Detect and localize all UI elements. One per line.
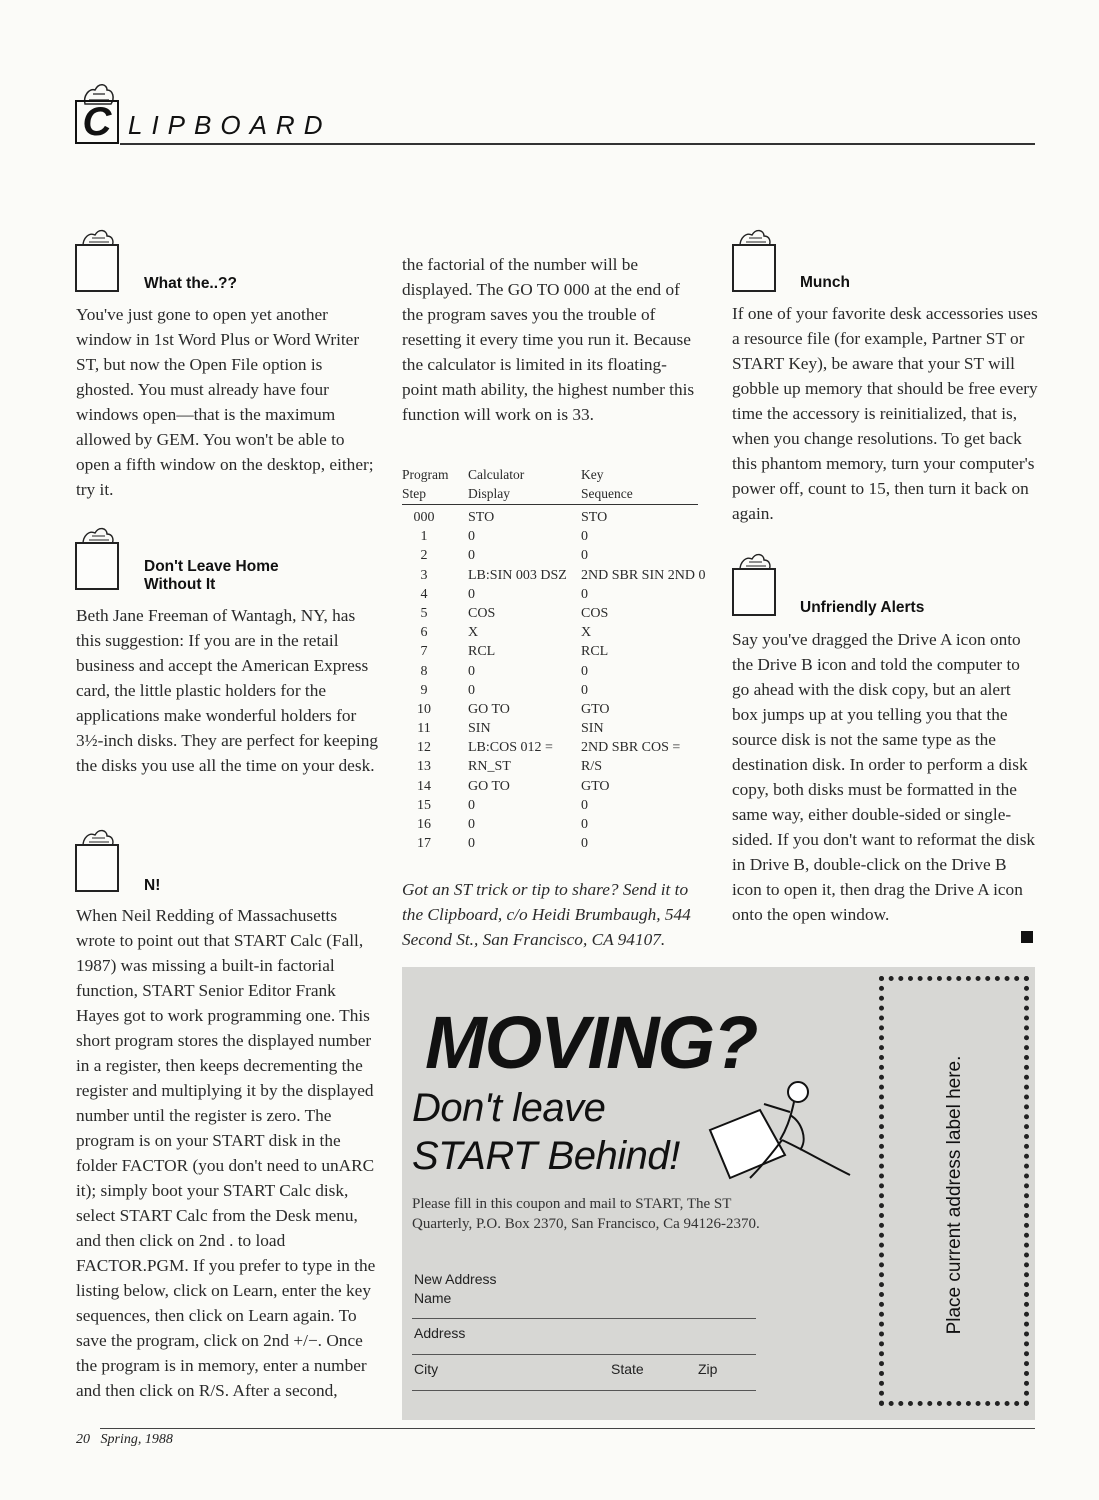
heading-dont-leave-home: Don't Leave Home Without It: [144, 558, 279, 593]
table-row: [402, 700, 698, 719]
body-factorial-intro: the factorial of the number will be displayed. The GO TO 000 at the end of the program saves you the trouble of resetting it every time you run it. Because the calculator is limited in its floating-point math ability, the highest number this function will work on is 33.: [402, 255, 695, 424]
issue-date: Spring, 1988: [100, 1432, 173, 1447]
page-footer: [76, 1432, 173, 1448]
table-rule: [402, 504, 698, 505]
table-cell-sequence: 0: [581, 586, 588, 602]
table-cell-sequence: 0: [581, 817, 588, 832]
table-body: [402, 508, 706, 853]
table-row: [402, 834, 698, 853]
table-row: [402, 508, 698, 527]
table-cell-step: 6: [420, 625, 428, 641]
table-cell-display: X: [468, 625, 479, 641]
clipboard-icon: [732, 552, 776, 618]
table-cell-display: GO TO: [468, 701, 510, 717]
table-row: [402, 681, 698, 700]
table-row: [402, 815, 698, 834]
table-row: [402, 738, 698, 757]
coupon-instructions: Please fill in this coupon and mail to START, The ST Quarterly, P.O. Box 2370, San Francisco, Ca 94126-2370.: [412, 1196, 760, 1232]
city-state-zip-field[interactable]: [412, 1390, 756, 1391]
table-cell-display: SIN: [468, 721, 491, 737]
table-cell-step: 5: [420, 605, 428, 621]
table-cell-display: LB:COS 012 =: [468, 740, 553, 756]
table-cell-sequence: 2ND SBR COS =: [581, 740, 681, 756]
table-cell-display: 0: [468, 682, 475, 698]
table-cell-step: 2: [420, 548, 428, 564]
end-mark: [1021, 931, 1033, 943]
coupon-subhead-2: START Behind!: [412, 1134, 680, 1178]
page-title: LIPBOARD: [128, 110, 332, 140]
label-name: Name: [414, 1290, 452, 1306]
body-what-the: You've just gone to open yet another window in 1st Word Plus or Word Writer ST, but now the Open File option is ghosted. You must already have four windows open—that is the maximum allowed by GEM. You won't be able to open a fifth window on the desktop, either; try it.: [76, 305, 374, 499]
table-cell-sequence: COS: [581, 605, 609, 621]
table-row: [402, 585, 698, 604]
table-cell-step: 000: [413, 510, 435, 525]
table-cell-sequence: GTO: [581, 701, 610, 717]
heading-unfriendly-alerts: Unfriendly Alerts: [800, 599, 925, 616]
table-row: [402, 527, 698, 546]
table-row: [402, 719, 698, 738]
table-cell-sequence: 0: [581, 663, 588, 679]
coupon-headline: MOVING?: [425, 1001, 757, 1084]
table-cell-display: 0: [468, 529, 475, 545]
coupon-subhead-1: Don't leave: [412, 1086, 606, 1130]
clipboard-icon: [75, 526, 119, 592]
table-cell-sequence: 0: [581, 529, 588, 545]
table-cell-sequence: 0: [581, 797, 588, 813]
table-cell-step: 11: [417, 721, 431, 737]
table-cell-display: COS: [468, 605, 496, 621]
body-n: When Neil Redding of Massachusetts wrote to point out that START Calc (Fall, 1987) was missing a built-in factorial function, START Senior Editor Frank Hayes got to work programming one. This short program stores the displayed number in a register, then keeps decrementing the register and multiplying it by the displayed number until the register is zero. The program is on your START disk in the folder FACTOR (you don't need to unARC it); simply boot your START Calc disk, select START Calc from the Desk menu, and then click on 2nd . to load FACTOR.PGM. If you prefer to type in the listing below, click on Learn, enter the key sequences, then click on Learn again. To save the program, click on 2nd +/−. Once the program is in memory, enter a number and then click on R/S. After a second,: [76, 906, 376, 1400]
clipboard-icon: [75, 228, 119, 294]
header-rule: [120, 143, 1035, 145]
table-cell-step: 3: [420, 567, 428, 583]
table-cell-step: 8: [420, 663, 428, 679]
label-state: State: [611, 1361, 644, 1377]
table-cell-sequence: 0: [581, 548, 588, 564]
table-row: [402, 757, 698, 776]
table-row: [402, 642, 698, 661]
label-new-address: New Address: [414, 1271, 497, 1287]
table-cell-sequence: 0: [581, 682, 588, 698]
table-row: [402, 662, 698, 681]
heading-n: N!: [144, 877, 161, 894]
moving-man-illustration: [690, 1060, 860, 1190]
body-unfriendly-alerts: Say you've dragged the Drive A icon onto the Drive B icon and told the computer to go ahead with the disk copy, but an alert box jumps up at you telling you that the source disk is not the same type as the destination disk. In order to perform a disk copy, both disks must be formatted in the same way, either double-sided or single-sided. If you don't want to reformat the disk in Drive B, double-click on the Drive B icon to open it, then drag the Drive A icon onto the open window.: [732, 630, 1036, 924]
table-row: [402, 623, 698, 642]
address-field[interactable]: [412, 1354, 756, 1355]
table-cell-sequence: 0: [581, 836, 588, 852]
table-cell-sequence: X: [581, 625, 592, 641]
header-initial: C: [75, 100, 119, 144]
table-cell-step: 9: [420, 682, 428, 698]
table-row: [402, 566, 706, 585]
address-label-instructions: Place current address label here.: [944, 1055, 965, 1335]
table-cell-display: 0: [468, 663, 475, 679]
body-dont-leave-home: Beth Jane Freeman of Wantagh, NY, has this suggestion: If you are in the retail business and accept the American Express card, the little plastic holders for the applications make wonderful holders for 3½-inch disks. They are perfect for keeping the disks you use all the time on your desk.: [76, 606, 378, 775]
table-cell-display: STO: [468, 510, 495, 525]
table-cell-display: LB:SIN 003 DSZ: [468, 567, 567, 583]
table-cell-sequence: 2ND SBR SIN 2ND 0: [581, 567, 706, 583]
heading-munch: Munch: [800, 274, 850, 291]
table-header-sequence: Key Sequence: [581, 467, 633, 501]
table-cell-display: RN_ST: [468, 759, 511, 775]
table-cell-step: 16: [417, 817, 431, 832]
table-cell-step: 7: [420, 644, 428, 660]
name-field[interactable]: [412, 1318, 756, 1319]
body-munch: If one of your favorite desk accessories uses a resource file (for example, Partner ST or START Key), be aware that your ST will gobble up memory that should be free every time the accessory is reinitialized, that is, when you change resolutions. To get back this phantom memory, turn your computer's power off, count to 15, then turn it back on again.: [732, 304, 1038, 523]
table-cell-step: 17: [417, 836, 431, 852]
label-city: City: [414, 1361, 439, 1377]
body-submit-tip: Got an ST trick or tip to share? Send it to the Clipboard, c/o Heidi Brumbaugh, 544 Second St., San Francisco, CA 94107.: [402, 880, 691, 949]
table-cell-step: 15: [417, 797, 431, 813]
table-cell-step: 1: [420, 529, 428, 545]
label-zip: Zip: [698, 1361, 718, 1377]
table-cell-step: 10: [417, 701, 431, 717]
table-cell-display: 0: [468, 586, 475, 602]
table-row: [402, 777, 698, 796]
table-cell-step: 14: [417, 778, 431, 794]
table-cell-display: GO TO: [468, 778, 510, 794]
table-cell-step: 12: [417, 740, 431, 756]
footer-rule: [100, 1428, 1035, 1429]
program-table: [402, 465, 706, 853]
label-address: Address: [414, 1325, 466, 1341]
table-cell-sequence: STO: [581, 510, 608, 525]
table-cell-step: 4: [420, 586, 428, 602]
table-cell-display: 0: [468, 797, 475, 813]
table-header-display: Calculator Display: [468, 467, 525, 501]
table-row: [402, 796, 698, 815]
table-cell-sequence: R/S: [581, 759, 603, 775]
table-header-step: Program Step: [402, 467, 449, 501]
table-cell-display: 0: [468, 548, 475, 564]
table-row: [402, 604, 698, 623]
table-cell-display: RCL: [468, 644, 496, 660]
page-number: 20: [76, 1432, 90, 1447]
table-cell-step: 13: [417, 759, 431, 775]
table-cell-sequence: SIN: [581, 721, 604, 737]
heading-what-the: What the..??: [144, 275, 237, 292]
table-cell-sequence: GTO: [581, 778, 610, 794]
table-cell-display: 0: [468, 817, 475, 832]
clipboard-icon: [75, 828, 119, 894]
table-cell-display: 0: [468, 836, 475, 852]
clipboard-icon: [732, 228, 776, 294]
table-cell-sequence: RCL: [581, 644, 609, 660]
table-row: [402, 546, 698, 565]
